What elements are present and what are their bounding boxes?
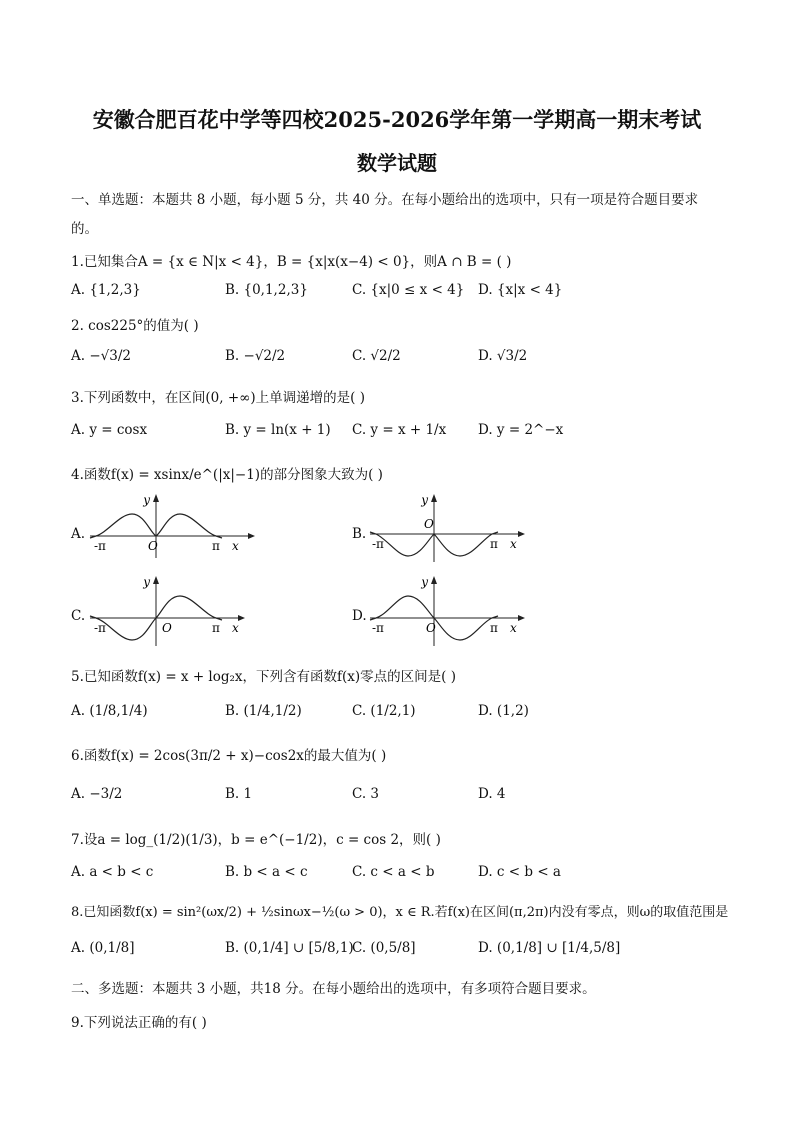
section2-heading: 二、多选题：本题共 3 小题，共18 分。在每小题给出的选项中，有多项符合题目要求。 <box>71 981 596 997</box>
q4-graph-d-neg: -π <box>372 621 384 635</box>
question-5-stem: 5.已知函数f(x) = x + log₂x，下列含有函数f(x)零点的区间是( ) <box>71 669 457 685</box>
q6-option-d: D. 4 <box>478 786 506 802</box>
q4-graph-a-pos: π <box>212 539 220 553</box>
q4-graph-c-pos: π <box>212 621 220 635</box>
q4-graph-b-label: B. <box>352 526 367 542</box>
q4-graph-d-x: x <box>510 621 517 635</box>
q4-graph-b-origin: O <box>424 517 434 531</box>
q4-graph-b-neg: -π <box>372 537 384 551</box>
q7-option-a: A. a < b < c <box>71 864 154 880</box>
q8-option-a: A. (0,1/8] <box>71 940 135 956</box>
q4-graph-b-x: x <box>510 537 517 551</box>
question-1-stem: 1.已知集合A = {x ∈ N|x < 4}，B = {x|x(x−4) < 0}，则A ∩ B = ( ) <box>71 254 512 270</box>
exam-title: 安徽合肥百花中学等四校2025-2026学年第一学期高一期末考试 <box>92 107 702 132</box>
q5-option-c: C. (1/2,1) <box>352 703 416 719</box>
q1-option-c: C. {x|0 ≤ x < 4} <box>352 282 465 298</box>
question-3-stem: 3.下列函数中，在区间(0, +∞)上单调递增的是( ) <box>71 390 365 406</box>
q4-graph-c-y: y <box>143 575 150 589</box>
question-9-stem: 9.下列说法正确的有( ) <box>71 1015 207 1031</box>
q4-graph-a-label: A. <box>71 526 86 542</box>
q8-option-d: D. (0,1/8] ∪ [1/4,5/8] <box>478 940 621 956</box>
q4-graph-c-label: C. <box>71 608 86 624</box>
q4-graph-a-neg: -π <box>94 539 106 553</box>
q4-graph-c-x: x <box>232 621 239 635</box>
q7-option-b: B. b < a < c <box>225 864 308 880</box>
q7-option-c: C. c < a < b <box>352 864 435 880</box>
q6-option-c: C. 3 <box>352 786 380 802</box>
q4-graph-c-origin: O <box>162 621 172 635</box>
q8-option-c: C. (0,5/8] <box>352 940 416 956</box>
q3-option-c: C. y = x + 1/x <box>352 422 447 438</box>
section1-heading-cont: 的。 <box>71 221 98 237</box>
q4-graph-c-neg: -π <box>94 621 106 635</box>
q7-option-d: D. c < b < a <box>478 864 561 880</box>
q4-graph-d-y: y <box>421 575 428 589</box>
q4-graph-b <box>368 492 528 566</box>
q8-option-b: B. (0,1/4] ∪ [5/8,1) <box>225 940 354 956</box>
q1-option-a: A. {1,2,3} <box>71 282 141 298</box>
q4-graph-b-y: y <box>421 493 428 507</box>
q4-graph-d-origin: O <box>426 621 436 635</box>
q4-graph-a-origin: O <box>148 539 158 553</box>
q5-option-a: A. (1/8,1/4) <box>71 703 148 719</box>
q1-option-b: B. {0,1,2,3} <box>225 282 308 298</box>
question-7-stem: 7.设a = log_(1/2)(1/3)，b = e^(−1/2)，c = cos 2，则( ) <box>71 832 441 848</box>
q3-option-d: D. y = 2^−x <box>478 422 564 438</box>
q5-option-d: D. (1,2) <box>478 703 529 719</box>
q2-option-c: C. √2/2 <box>352 348 401 364</box>
exam-subtitle: 数学试题 <box>357 151 437 175</box>
q1-option-d: D. {x|x < 4} <box>478 282 563 298</box>
section1-heading: 一、单选题：本题共 8 小题，每小题 5 分，共 40 分。在每小题给出的选项中，只有一项是符合题目要求 <box>71 192 699 208</box>
q4-graph-d <box>368 574 528 650</box>
q4-graph-c <box>88 574 248 650</box>
q6-option-b: B. 1 <box>225 786 253 802</box>
q6-option-a: A. −3/2 <box>71 786 123 802</box>
q5-option-b: B. (1/4,1/2) <box>225 703 302 719</box>
question-2-stem: 2. cos225°的值为( ) <box>71 318 199 334</box>
question-6-stem: 6.函数f(x) = 2cos(3π/2 + x)−cos2x的最大值为( ) <box>71 748 387 764</box>
q4-graph-a <box>88 492 258 562</box>
question-8-stem: 8.已知函数f(x) = sin²(ωx/2) + ½sinωx−½(ω > 0)，x ∈ R.若f(x)在区间(π,2π)内没有零点，则ω的取值范围是 <box>71 905 729 920</box>
q4-graph-d-label: D. <box>352 608 367 624</box>
q4-graph-d-pos: π <box>490 621 498 635</box>
question-4-stem: 4.函数f(x) = xsinx/e^(|x|−1)的部分图象大致为( ) <box>71 467 383 483</box>
q2-option-a: A. −√3/2 <box>71 348 131 364</box>
q3-option-a: A. y = cosx <box>71 422 148 438</box>
q4-graph-b-pos: π <box>490 537 498 551</box>
q4-graph-a-y: y <box>143 493 150 507</box>
q2-option-d: D. √3/2 <box>478 348 528 364</box>
q4-graph-a-x: x <box>232 539 239 553</box>
q2-option-b: B. −√2/2 <box>225 348 286 364</box>
q3-option-b: B. y = ln(x + 1) <box>225 422 331 438</box>
